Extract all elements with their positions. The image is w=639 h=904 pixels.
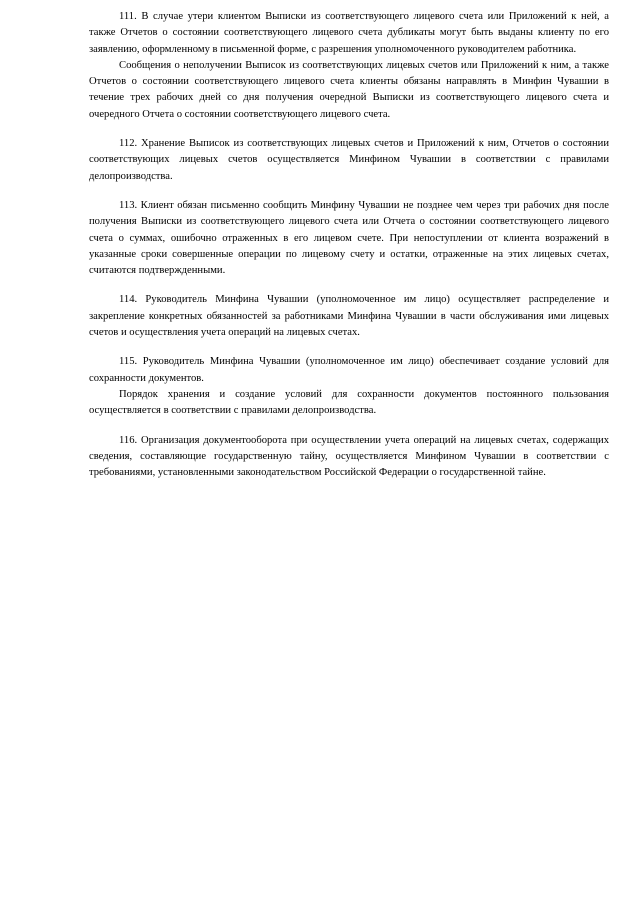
paragraph-113: 113. Клиент обязан письменно сообщить Минфину Чувашии не позднее чем через три рабочих дня после получения Выписки из соответствующего лицевого счета или Отчета о состоянии соответствующего лицевого счета о суммах, ошибочно отраженных в его лицевом счете. При непоступлении от клиента возражений в указанные сроки совершенные операции по лицевому счету и остатки, отраженные на этих лицевых счетах, считаются подтвержденными. <box>89 199 609 277</box>
paragraph-gap <box>89 185 609 198</box>
paragraph-114: 114. Руководитель Минфина Чувашии (уполномоченное им лицо) осуществляет распределение и закрепление конкретных обязанностей за работниками Минфина Чувашии в части обслуживания ими лицевых счетов и осуществления учета операций на лицевых счетах. <box>89 294 609 339</box>
paragraph-gap <box>89 279 609 292</box>
paragraph-115-continuation: Порядок хранения и создание условий для сохранности документов постоянного пользования осуществляется в соответствии с правилами делопроизводства. <box>89 388 609 417</box>
paragraph-111-continuation: Сообщения о неполучении Выписок из соответствующих лицевых счетов или Приложений к ним, а также Отчетов о состоянии соответствующего лицевого счета клиенты обязаны направлять в Минфин Чувашии в течение трех рабочих дней со дня получения очередной Выписки из соответствующего лицевого счета и очередного Отчета о состоянии соответствующего лицевого счета. <box>89 59 609 120</box>
paragraph-115: 115. Руководитель Минфина Чувашии (уполномоченное им лицо) обеспечивает создание условий для сохранности документов. <box>89 356 609 384</box>
paragraph-gap <box>89 123 609 136</box>
paragraph-112: 112. Хранение Выписок из соответствующих лицевых счетов и Приложений к ним, Отчетов о состоянии соответствующих лицевых счетов осуществляется Минфином Чувашии в соответствии с правилами делопроизводства. <box>89 138 609 182</box>
paragraph-111: 111. В случае утери клиентом Выписки из соответствующего лицевого счета или Приложений к ней, а также Отчетов о состоянии соответствующего лицевого счета дубликаты могут быть выданы клиенту по его заявлению, оформленному в письменной форме, с разрешения уполномоченного руководителем работника. <box>89 11 609 55</box>
paragraph-gap <box>89 341 609 354</box>
paragraph-116: 116. Организация документооборота при осуществлении учета операций на лицевых счетах, содержащих сведения, составляющие государственную тайну, осуществляется Минфином Чувашии в соответствии с требованиями, установленными законодательством Российской Федерации о государственной тайне. <box>89 434 609 479</box>
document-body <box>89 9 609 481</box>
paragraph-gap <box>89 420 609 433</box>
